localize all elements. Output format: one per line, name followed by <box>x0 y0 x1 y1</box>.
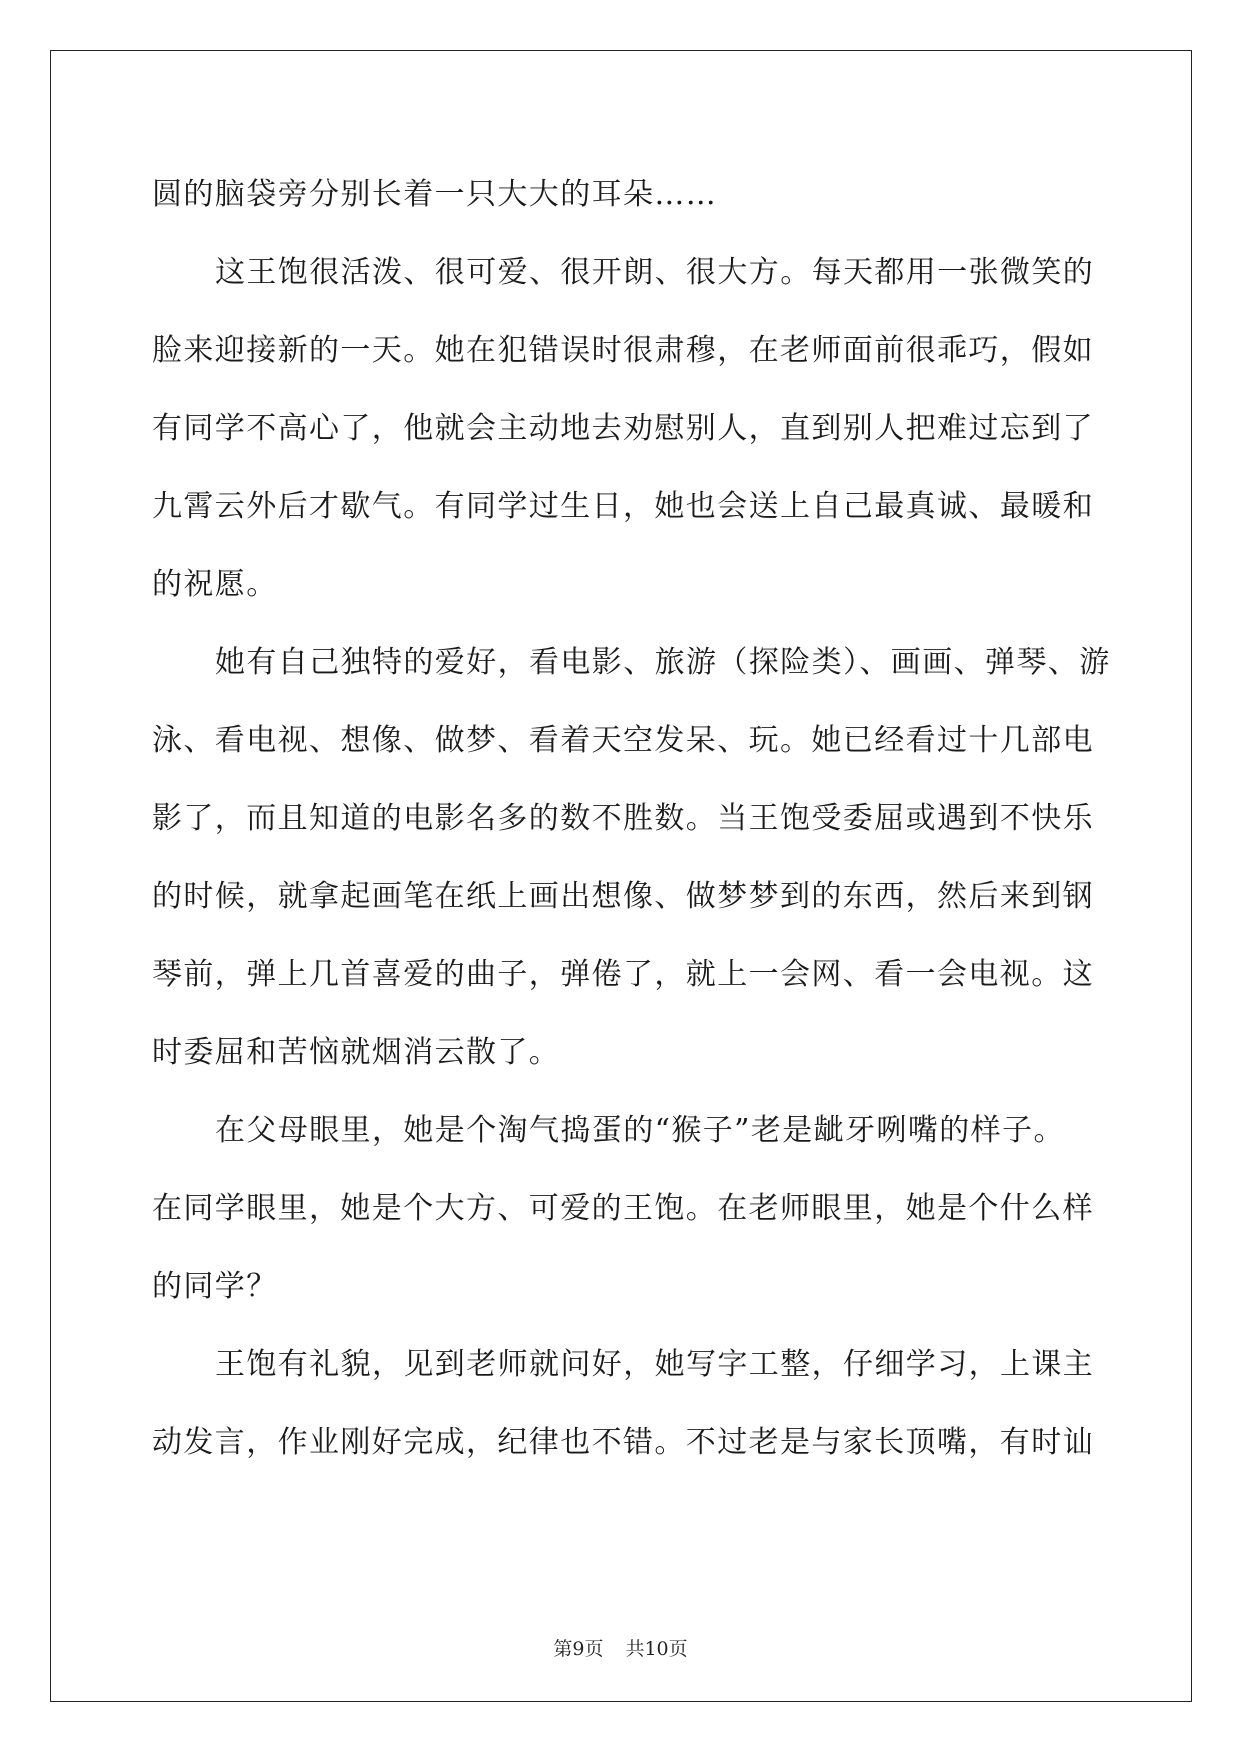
text-line: 影了，而且知道的电影名多的数不胜数。当王饱受委屈或遇到不快乐 <box>152 801 1094 836</box>
text-line: 王饱有礼貌，见到老师就问好，她写字工整，仔细学习，上课主 <box>215 1347 1095 1382</box>
text-line: 时委屈和苦恼就烟消云散了。 <box>152 1035 561 1070</box>
text-line: 有同学不高心了，他就会主动地去劝慰别人，直到别人把难过忘到了 <box>152 411 1094 446</box>
text-line: 的同学？ <box>152 1269 278 1304</box>
page-footer <box>0 1634 1241 1661</box>
page-total: 共10页 <box>625 1638 688 1660</box>
text-line: 在父母眼里，她是个淘气捣蛋的“猴子”老是龇牙咧嘴的样子。 <box>215 1113 1065 1148</box>
document-body <box>152 156 1111 1482</box>
text-line: 圆的脑袋旁分别长着一只大大的耳朵…… <box>152 177 718 212</box>
text-line: 脸来迎接新的一天。她在犯错误时很肃穆，在老师面前很乖巧，假如 <box>152 333 1094 368</box>
page-number: 第9页 <box>553 1638 604 1660</box>
text-line: 泳、看电视、想像、做梦、看着天空发呆、玩。她已经看过十几部电 <box>152 723 1094 758</box>
text-line: 她有自己独特的爱好，看电影、旅游（探险类）、画画、弹琴、游 <box>215 645 1111 680</box>
text-line: 九霄云外后才歇气。有同学过生日，她也会送上自己最真诚、最暖和 <box>152 489 1094 524</box>
text-line: 琴前，弹上几首喜爱的曲子，弹倦了，就上一会网、看一会电视。这 <box>152 957 1094 992</box>
text-line: 在同学眼里，她是个大方、可爱的王饱。在老师眼里，她是个什么样 <box>152 1191 1094 1226</box>
text-line: 这王饱很活泼、很可爱、很开朗、很大方。每天都用一张微笑的 <box>215 255 1095 290</box>
text-line: 动发言，作业刚好完成，纪律也不错。不过老是与家长顶嘴，有时讪 <box>152 1425 1094 1460</box>
text-line: 的时候，就拿起画笔在纸上画出想像、做梦梦到的东西，然后来到钢 <box>152 879 1094 914</box>
text-line: 的祝愿。 <box>152 567 278 602</box>
